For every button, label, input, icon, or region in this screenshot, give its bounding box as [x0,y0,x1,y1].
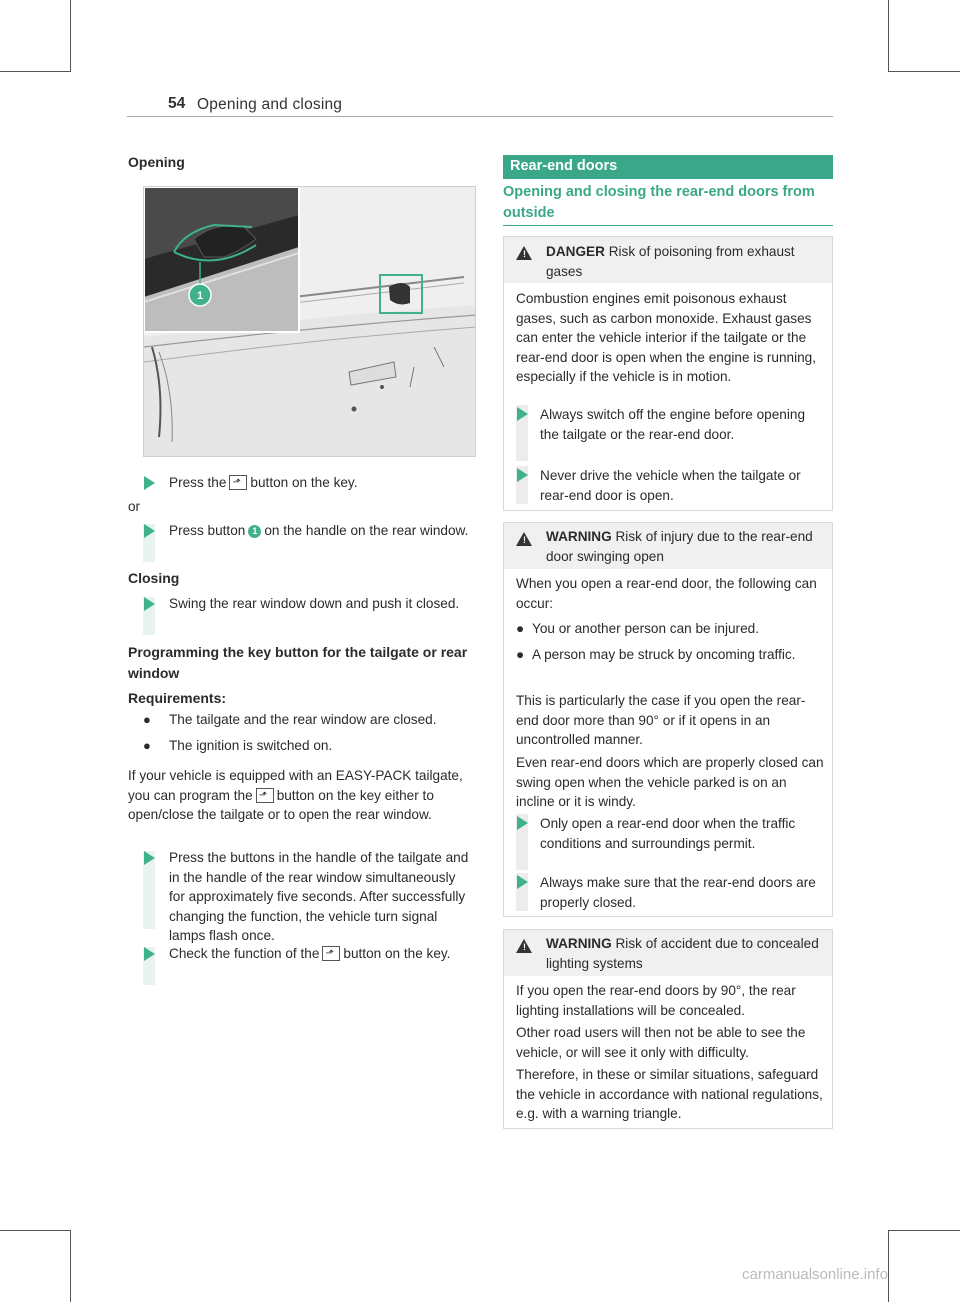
crop-mark [0,1230,70,1231]
warning-label: WARNING [546,936,612,951]
intro-paragraph [128,766,478,825]
warning-box-injury: ! WARNING Risk of injury due to the rear-end door swinging open When you open a rear-end door, the following can occur: ● You or another person can be injured. ● A person may be struck by oncoming traffic. This is particularly the case if you open the rear-end door more than 90° or if it opens in an uncontrolled manner. Even rear-end doors which are properly closed can swing open when the vehicle parked is on an incline or it is windy. Only open a rear-end door when the traffic conditions and surroundings permit. Always make sure that the rear-end doors are properly closed. [503,522,833,917]
warning-step-2 [516,873,826,911]
danger-label: DANGER [546,244,605,259]
crop-mark [70,0,71,72]
page-number: 54 [168,95,186,112]
requirements-heading: Requirements: [128,690,227,706]
step-text: Always make sure that the rear-end doors are properly closed. [540,875,816,910]
step-arrow-icon [517,816,528,830]
warning-heading [546,527,826,566]
footer-watermark[interactable]: carmanualsonline.info [742,1266,888,1283]
or-text: or [128,499,141,514]
step-text: Press the buttons in the handle of the tailgate and in the handle of the rear window simultaneously for approximately five seconds. After successfully changing the function, the vehicle turn signal lamps flash once. [169,850,469,943]
list-item-text: The ignition is switched on. [169,738,333,753]
danger-step-2 [516,466,826,504]
step-text: button on the key. [343,946,451,961]
page-header-title: Opening and closing [197,96,343,113]
crop-mark [70,1230,71,1302]
figure-callout-1: 1 [196,290,204,302]
subsection-title: Opening and closing the rear-end doors from outside [503,184,815,221]
tailgate-illustration [144,187,476,457]
step-arrow-icon [144,597,155,611]
warning-triangle-icon: ! [516,939,532,953]
intro-text: If your vehicle is equipped with an EASY-PACK tailgate, you can program the [128,768,463,803]
warning-paragraph: This is particularly the case if you open the rear-end door more than 90° or if it opens in an uncontrolled manner. [516,693,806,747]
warning-head-text: Risk of accident due to concealed lighting systems [546,936,819,971]
danger-head-text: Risk of poisoning from exhaust gases [546,244,795,279]
danger-box [503,236,833,511]
callout-1: 1 [248,525,261,538]
section-title: Rear-end doors [510,158,618,174]
step-text: Never drive the vehicle when the tailgate or rear-end door is open. [540,468,801,503]
step-text: on the handle on the rear window. [264,523,469,538]
warning-box-accident [503,929,833,1129]
closing-heading: Closing [128,570,180,586]
warning-paragraph: Even rear-end doors which are properly closed can swing open when the vehicle parked is on an incline or it is windy. [516,755,824,809]
list-item-text: You or another person can be injured. [532,621,759,636]
step-arrow-icon [144,524,155,538]
warning-paragraph: Therefore, in these or similar situations, safeguard the vehicle in accordance with national regulations, e.g. with a warning triangle. [516,1067,823,1121]
section-header [503,155,833,179]
warning-triangle-icon: ! [516,246,532,260]
subsection-divider [503,225,833,226]
step-arrow-icon [144,476,155,490]
tailgate-figure [143,186,476,457]
step-text: Check the function of the [169,946,320,961]
danger-body: Combustion engines emit poisonous exhaust gases, such as carbon monoxide. Exhaust gases can enter the vehicle interior if the tailgate or the rear-end door is open when the engine is running, especially if the vehicle is in motion. [516,291,817,384]
step-press-key-button [143,476,478,494]
warning-label: WARNING [546,529,612,544]
warning-triangle-icon: ! [516,532,532,546]
programming-heading: Programming the key button for the tailgate or rear window [128,644,468,681]
warning-intro: When you open a rear-end door, the following can occur: [516,576,817,611]
step-text: Only open a rear-end door when the traffic conditions and surroundings permit. [540,816,796,851]
step-press-handle-button [143,524,478,562]
intro-text: button on the key either to open/close the tailgate or to open the rear window. [128,787,434,822]
step-arrow-icon [144,947,155,961]
crop-mark [888,1230,889,1302]
danger-heading [546,242,826,281]
list-item-text: A person may be struck by oncoming traffic. [532,647,796,662]
step-text: Press button [169,523,246,538]
header-divider [127,116,833,117]
opening-heading: Opening [128,154,185,170]
tailgate-icon: ⬏ [229,475,247,490]
warning-paragraph: If you open the rear-end doors by 90°, the rear lighting installations will be concealed. [516,983,796,1018]
warning-paragraph: Other road users will then not be able to see the vehicle, or will see it only with difficulty. [516,1025,806,1060]
danger-step-1 [516,405,826,461]
warning-heading [546,934,826,973]
tailgate-icon: ⬏ [322,946,340,961]
step-arrow-icon [517,875,528,889]
warning-step-1 [516,814,826,870]
crop-mark [888,1230,960,1231]
warning-head-text: Risk of injury due to the rear-end door swinging open [546,529,813,564]
crop-mark [888,71,960,72]
tailgate-icon: ⬏ [256,788,274,803]
step-arrow-icon [517,407,528,421]
step-text: Swing the rear window down and push it closed. [169,596,460,611]
step-check-function [143,947,478,985]
step-text: Always switch off the engine before opening the tailgate or the rear-end door. [540,407,805,442]
step-text: Press the [169,475,227,490]
step-arrow-icon [517,468,528,482]
step-press-buttons [143,850,478,943]
crop-mark [0,71,70,72]
step-swing-window [143,597,478,635]
list-item-text: The tailgate and the rear window are closed. [169,712,437,727]
crop-mark [888,0,889,72]
step-text: button on the key. [250,475,358,490]
step-arrow-icon [144,851,155,865]
